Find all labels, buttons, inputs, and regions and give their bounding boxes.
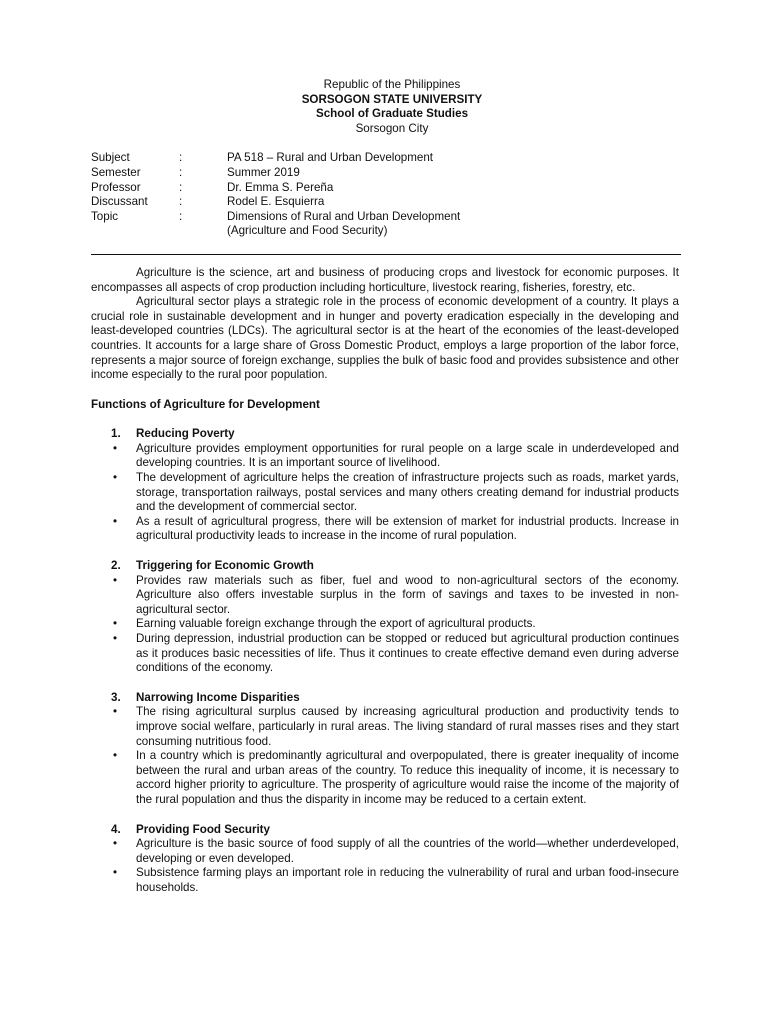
bullet-icon: • (113, 573, 118, 587)
bullet-icon: • (113, 514, 118, 528)
paragraph: Agriculture is the science, art and business of producing crops and livestock for economic purposes. It encompasses all aspects of crop production including horticulture, livestock rearing, fisheries, forestry, etc. (91, 265, 679, 294)
info-colon: : (179, 195, 183, 209)
info-colon: : (179, 180, 183, 194)
bullet-icon: • (113, 749, 118, 763)
header-school: School of Graduate Studies (315, 107, 469, 121)
info-row-discussant (91, 195, 679, 210)
function-heading (91, 427, 679, 442)
bullet-list (91, 574, 679, 676)
bullet-icon: • (113, 837, 118, 851)
info-row-professor (91, 181, 679, 196)
bullet-text: Agriculture is the basic source of food supply of all the countries of the world—whether underdeveloped, developing or even developed. (136, 837, 679, 865)
function-title: Reducing Poverty (136, 427, 235, 441)
bullet-icon: • (113, 632, 118, 645)
function-section (91, 691, 679, 808)
bullet-text: The rising agricultural surplus caused by increasing agricultural production and productivity tends to improve social welfare, particularly in rural areas. The living standard of rural masses rises and they start consuming nutritious food. (136, 705, 679, 748)
info-row-topic (91, 210, 679, 225)
bullet-text: Earning valuable foreign exchange through the export of agricultural products. (136, 617, 536, 631)
info-label: Topic (91, 209, 119, 223)
info-value: Rodel E. Esquierra (227, 195, 325, 209)
bullet-item (91, 705, 679, 749)
info-row-subject (91, 151, 679, 166)
bullet-list (91, 442, 679, 544)
info-colon (179, 224, 227, 239)
bullet-text: In a country which is predominantly agricultural and overpopulated, there is greater inequality of income between the rural and urban areas of the country. To reduce this inequality of income, it is necessary to accord higher priority to agriculture. The prosperity of agriculture would raise the income of the majority of the rural population and thus the disparity in income may be reduced to a certain extent. (136, 749, 679, 806)
info-value: Summer 2019 (227, 165, 300, 179)
info-colon: : (179, 209, 183, 223)
function-section (91, 427, 679, 544)
horizontal-divider (91, 254, 681, 255)
function-heading (91, 691, 679, 706)
info-value: PA 518 – Rural and Urban Development (227, 151, 434, 165)
function-number: 4. (111, 822, 121, 836)
bullet-item (91, 515, 679, 544)
function-title: Providing Food Security (136, 822, 270, 836)
info-label: Discussant (91, 195, 148, 209)
header-country: Republic of the Philippines (323, 78, 461, 91)
bullet-text: Subsistence farming plays an important role in reducing the vulnerability of rural and urban food-insecure households. (136, 866, 679, 894)
bullet-item (91, 471, 679, 515)
info-label (91, 224, 179, 239)
bullet-item (91, 574, 679, 618)
info-colon: : (179, 165, 183, 179)
bullet-icon: • (113, 441, 118, 455)
info-row-semester (91, 166, 679, 181)
header-city: Sorsogon City (355, 121, 429, 135)
paragraph: Agricultural sector plays a strategic role in the process of economic development of a country. It plays a crucial role in sustainable development and in hunger and poverty eradication especially in the developing and least-developed countries (LDCs). The agricultural sector is at the heart of the economies of the least-developed countries. It accounts for a large share of Gross Domestic Product, employs a large proportion of the labor force, represents a major source of foreign exchange, supplies the bulk of basic food and provides subsistence and other income especially to the rural poor population. (91, 295, 679, 382)
bullet-item (91, 617, 679, 632)
function-number: 2. (111, 559, 121, 573)
bullet-text: During depression, industrial production can be stopped or reduced but agricultural production continues as it produces basic necessities of life. Thus it continues to create effective demand even during adverse conditions of the economy. (136, 632, 679, 675)
info-row-topic-continued (91, 224, 679, 239)
function-title: Triggering for Economic Growth (136, 559, 314, 573)
document-header (105, 78, 679, 136)
function-number: 3. (111, 690, 121, 704)
header-university: SORSOGON STATE UNIVERSITY (301, 92, 483, 106)
bullet-item (91, 749, 679, 807)
function-section (91, 823, 679, 896)
bullet-text: Agriculture provides employment opportunities for rural people on a large scale in underdeveloped and developing countries. It is an important source of livelihood. (136, 441, 679, 470)
bullet-icon: • (113, 617, 118, 631)
section-title: Functions of Agriculture for Development (91, 397, 320, 411)
bullet-text: Provides raw materials such as fiber, fuel and wood to non-agricultural sectors of the economy. Agriculture also offers investable surplus in the form of savings and taxes to be invested in non-agricultural sector. (136, 573, 679, 616)
info-block (91, 151, 679, 239)
function-title: Narrowing Income Disparities (136, 690, 300, 704)
bullet-icon: • (113, 471, 118, 485)
bullet-item (91, 837, 679, 866)
function-section (91, 559, 679, 676)
function-heading (91, 559, 679, 574)
document-body (91, 266, 679, 896)
bullet-icon: • (113, 705, 118, 719)
bullet-icon: • (113, 866, 118, 880)
bullet-item (91, 442, 679, 471)
info-value: Dimensions of Rural and Urban Development (227, 209, 461, 223)
bullet-text: As a result of agricultural progress, there will be extension of market for industrial products. Increase in agricultural productivity leads to increase in the income of rural population. (136, 514, 679, 543)
info-label: Professor (91, 180, 141, 194)
function-number: 1. (111, 427, 121, 441)
bullet-list (91, 705, 679, 807)
bullet-list (91, 837, 679, 895)
function-heading (91, 823, 679, 838)
info-value: Dr. Emma S. Pereña (227, 180, 334, 194)
info-label: Semester (91, 165, 141, 179)
bullet-text: The development of agriculture helps the creation of infrastructure projects such as roads, market yards, storage, transportation railways, postal services and many others creating demand for industrial products and the development of commercial sector. (136, 471, 679, 514)
info-label: Subject (91, 151, 130, 165)
info-value: (Agriculture and Food Security) (227, 224, 388, 238)
bullet-item (91, 632, 679, 676)
info-colon: : (179, 151, 183, 165)
bullet-item (91, 866, 679, 895)
